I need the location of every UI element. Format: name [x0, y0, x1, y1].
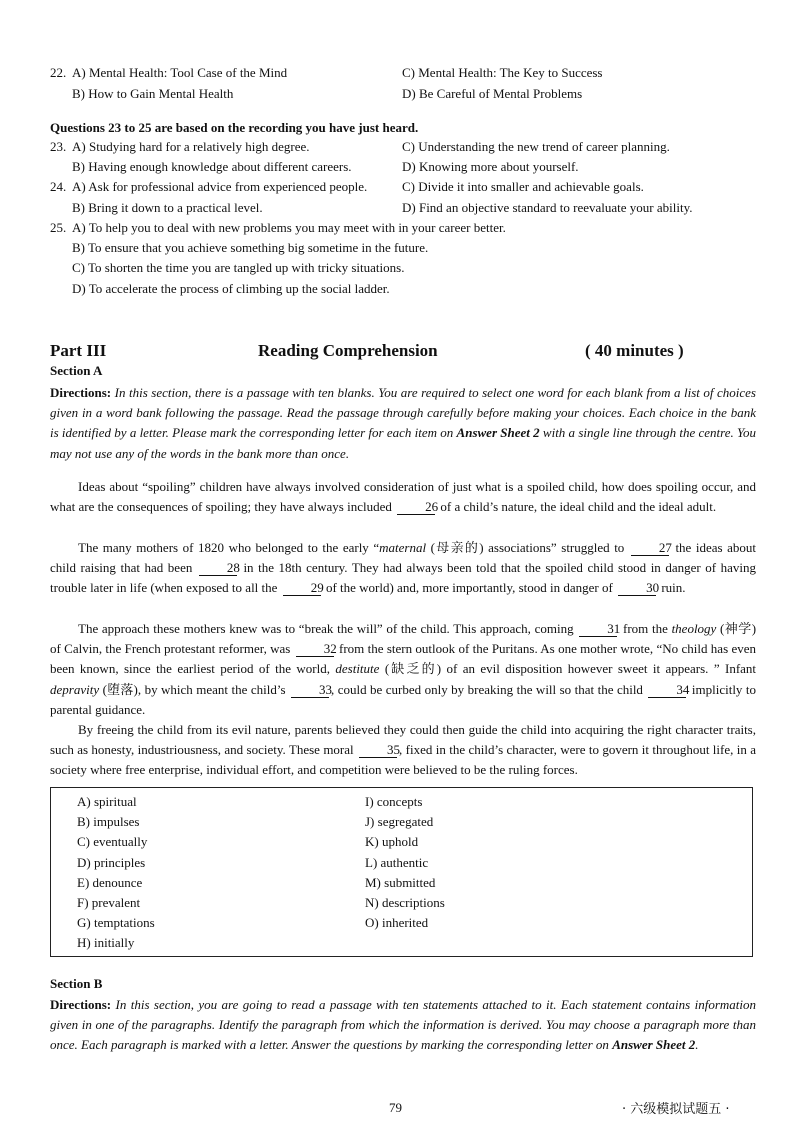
page-number: 79: [389, 1100, 402, 1115]
section-a-directions-tail: with a single line through the centre. You may not use any of the words in the bank more than once.: [50, 425, 757, 461]
p1-text-a: Ideas about “spoiling” children have always involved consideration of just what is a spoiled child, how does spoiling occur, and what are the consequences of spoiling; they have always included: [50, 479, 756, 515]
passage-paragraph-3: [50, 619, 756, 720]
word-bank-item: K) uphold: [365, 834, 419, 850]
word-bank-item: O) inherited: [365, 915, 429, 931]
section-b-directions-label: Directions:: [50, 997, 112, 1012]
q22-option-d: D) Be Careful of Mental Problems: [402, 86, 583, 101]
section-a-answer-sheet: Answer Sheet 2: [456, 425, 540, 441]
section-a-directions: [50, 383, 756, 464]
p2-text-b: associations” struggled to: [488, 540, 625, 555]
word-bank-item: M) submitted: [365, 874, 436, 890]
p2-chinese-gloss: (母亲的): [430, 540, 484, 555]
p3-text-b: from the: [623, 621, 668, 636]
p2-text-f: ruin.: [661, 580, 686, 596]
q24-number: 24.: [50, 179, 67, 194]
word-bank-box: [50, 787, 753, 957]
p2-text-e: of the world) and, more importantly, stood in danger of: [325, 580, 613, 596]
q22-option-a: A) Mental Health: Tool Case of the Mind: [72, 65, 288, 80]
p3-chinese-gloss-1: (神学): [720, 621, 757, 636]
section-b-title: Section B: [50, 976, 103, 991]
word-bank-item: G) temptations: [77, 915, 155, 931]
section-a-title: Section A: [50, 363, 103, 378]
p4-text-b: , fixed in the child’s character, were to govern it throughout life, in a society where free enterprise, individual effort, and competition were believed to be the ruling forces.: [50, 742, 757, 778]
q23-option-d: D) Knowing more about yourself.: [402, 159, 579, 174]
blank-27: 27: [631, 541, 669, 556]
q25-option-a: A) To help you to deal with new problems you may meet with in your career better.: [72, 220, 506, 235]
blank-33: 33: [291, 683, 329, 698]
passage-paragraph-2: [50, 538, 756, 599]
section-b-directions: [50, 995, 756, 1056]
p2-maternal: maternal: [379, 540, 427, 555]
p3-text-a: The approach these mothers knew was to “break the will” of the child. This approach, coming: [78, 621, 574, 636]
questions-23-25-header: Questions 23 to 25 are based on the recording you have just heard.: [50, 120, 419, 135]
q23-option-a: A) Studying hard for a relatively high degree.: [72, 139, 310, 154]
q22-number: 22.: [50, 65, 67, 80]
word-bank-item: F) prevalent: [77, 895, 141, 911]
q25-number: 25.: [50, 220, 67, 235]
section-b-answer-sheet: Answer Sheet 2: [612, 1037, 696, 1053]
q23-number: 23.: [50, 139, 67, 154]
blank-34: 34: [648, 683, 686, 698]
word-bank-item: A) spiritual: [77, 794, 137, 809]
p2-text-a: The many mothers of 1820 who belonged to the early “: [78, 540, 380, 555]
p3-chinese-gloss-2: (缺乏的): [384, 661, 442, 677]
blank-32: 32: [296, 642, 334, 657]
p3-destitute: destitute: [335, 661, 380, 677]
p3-text-e: of an evil disposition however sweet it appears. ” Infant: [446, 661, 757, 677]
word-bank-item: L) authentic: [365, 854, 429, 870]
exam-series-label: · 六级模拟试题五 ·: [622, 1102, 730, 1117]
blank-31: 31: [579, 622, 617, 637]
q25-option-b: B) To ensure that you achieve something big sometime in the future.: [72, 240, 429, 255]
word-bank-item: J) segregated: [365, 814, 434, 830]
blank-28: 28: [199, 561, 237, 576]
p2-text-d: in the 18th century. They had always been told that the spoiled child stood in danger of having trouble later in life (when exposed to all the: [50, 560, 757, 596]
word-bank-right-column: [365, 792, 445, 933]
p4-text-a: By freeing the child from its evil nature, parents believed they could then guide the child into acquiring the right character traits, such as honesty, industriousness, and society. These moral: [50, 722, 756, 758]
q25-option-c: C) To shorten the time you are tangled up with tricky situations.: [72, 260, 405, 275]
passage-paragraph-1: [50, 477, 756, 517]
p3-theology: theology: [671, 621, 717, 636]
q24-option-a: A) Ask for professional advice from experienced people.: [72, 179, 368, 194]
q24-option-d: D) Find an objective standard to reevaluate your ability.: [402, 200, 693, 215]
q22-option-b: B) How to Gain Mental Health: [72, 86, 234, 101]
word-bank-item: D) principles: [77, 854, 146, 870]
word-bank-item: C) eventually: [77, 834, 148, 850]
q24-option-b: B) Bring it down to a practical level.: [72, 200, 263, 215]
p3-depravity: depravity: [50, 681, 100, 697]
part-title: Reading Comprehension: [258, 341, 438, 360]
p2-text-c: the ideas about child raising that had been: [50, 540, 757, 576]
blank-29: 29: [283, 581, 321, 596]
blank-26: 26: [397, 500, 435, 515]
word-bank-item: N) descriptions: [365, 895, 445, 911]
q23-option-b: B) Having enough knowledge about different careers.: [72, 159, 352, 174]
q25-option-d: D) To accelerate the process of climbing up the social ladder.: [72, 281, 390, 296]
blank-30: 30: [618, 581, 656, 596]
word-bank-item: I) concepts: [365, 794, 423, 809]
p1-text-b: of a child’s nature, the ideal child and the ideal adult.: [440, 499, 717, 515]
section-b-directions-end: .: [695, 1037, 699, 1053]
p3-text-h: implicitly to parental guidance.: [50, 681, 757, 717]
section-a-directions-text: In this section, there is a passage with ten blanks. You are required to select one word for each blank from a list of choices given in a word bank following the passage. Read the passage through carefully before making your choices. Each choice in the bank is identified by a letter. Please mark the corresponding letter for each item on: [50, 385, 756, 441]
p3-text-c: of Calvin, the French protestant reformer, was: [50, 641, 291, 657]
q24-option-c: C) Divide it into smaller and achievable goals.: [402, 179, 644, 194]
q22-option-c: C) Mental Health: The Key to Success: [402, 65, 603, 80]
part-time: ( 40 minutes ): [585, 341, 684, 360]
blank-35: 35: [359, 743, 397, 758]
p3-text-g: , could be curbed only by breaking the will so that the child: [330, 681, 643, 697]
passage-paragraph-4: [50, 720, 756, 781]
section-a-directions-label: Directions:: [50, 385, 112, 400]
word-bank-item: H) initially: [77, 935, 135, 951]
section-b-directions-text: In this section, you are going to read a passage with ten statements attached to it. Each statement contains information given in one of the paragraphs. Identify the paragraph from which the information is derived. You may choose a paragraph more than once. Each paragraph is marked with a letter. Answer the questions by marking the corresponding letter on: [50, 997, 757, 1053]
word-bank-item: B) impulses: [77, 814, 140, 830]
p3-text-f: , by which meant the child’s: [137, 681, 286, 697]
p3-chinese-gloss-3: (堕落): [102, 681, 138, 697]
q23-option-c: C) Understanding the new trend of career planning.: [402, 139, 670, 154]
word-bank-item: E) denounce: [77, 874, 143, 890]
word-bank-left-column: [77, 792, 155, 954]
part-label: Part III: [50, 341, 107, 360]
p3-text-d: from the stern outlook of the Puritans. As one mother wrote, “No child has even been known, since the earliest period of the world,: [50, 641, 756, 677]
